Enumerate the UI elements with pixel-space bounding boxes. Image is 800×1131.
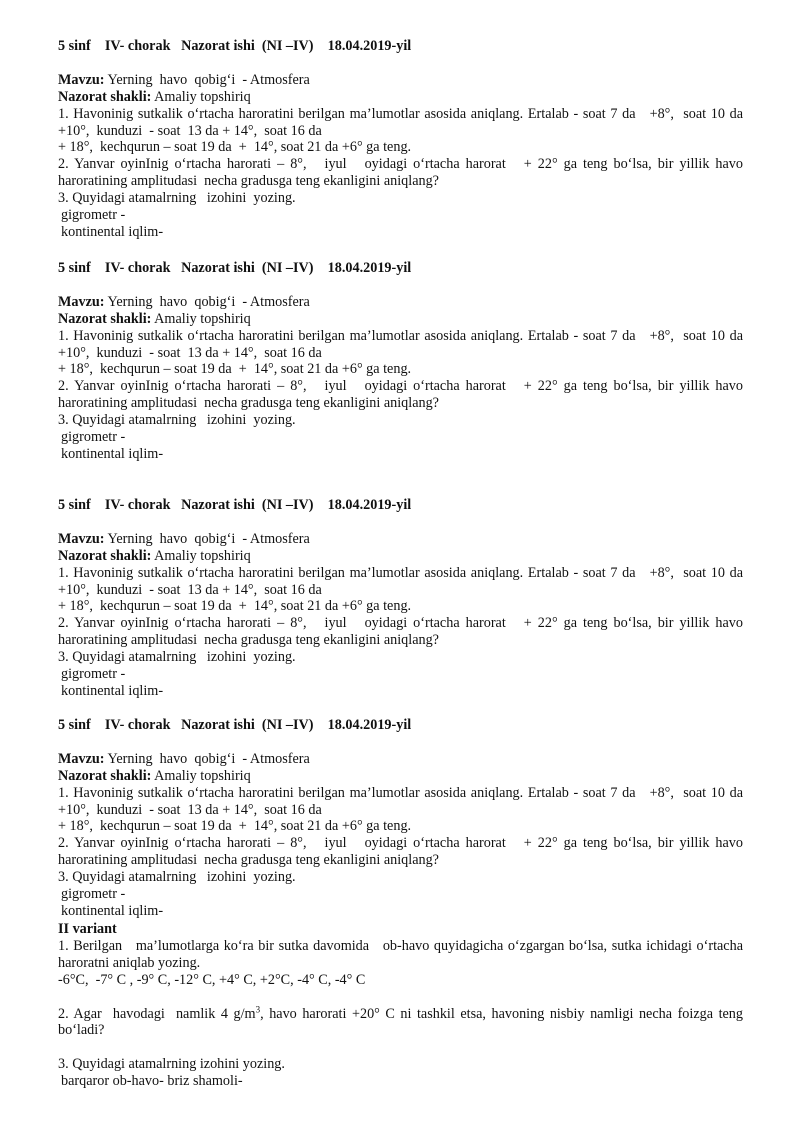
test-header: 5 sinf IV- chorak Nazorat ishi (NI –IV) 18.04.2019-yil (58, 497, 412, 513)
topic-line (58, 531, 743, 548)
question-2: 2. Yanvar oyinInig o‘rtacha harorati – 8°, iyul oyidagi o‘rtacha harorat + 22° ga teng bo‘lsa, bir yillik havo haroratining amplitudasi necha gradusga teng ekanligini aniqlang? (58, 156, 747, 190)
control-form-line (58, 768, 743, 785)
topic-line (58, 751, 743, 768)
topic-label: Mavzu: (58, 293, 105, 310)
topic-label: Mavzu: (58, 530, 105, 547)
topic-line (58, 72, 743, 89)
question-1: 1. Havoninig sutkalik o‘rtacha haroratini berilgan ma’lumotlar asosida aniqlang. Ertalab - soat 7 da +8°, soat 10 da +10°, kunduzi - soat 13 da + 14°, soat 16 da (58, 564, 747, 598)
variant-2-question-1: 1. Berilgan ma’lumotlarga ko‘ra bir sutka davomida ob-havo quyidagicha o‘zgargan bo‘lsa, sutka ichidagi o‘rtacha haroratni aniqlab yozing. (58, 937, 747, 971)
question-2: 2. Yanvar oyinInig o‘rtacha harorati – 8°, iyul oyidagi o‘rtacha harorat + 22° ga teng bo‘lsa, bir yillik havo haroratining amplitudasi necha gradusga teng ekanligini aniqlang? (58, 378, 747, 412)
question-1-continued: + 18°, kechqurun – soat 19 da + 14°, soat 21 da +6° ga teng. (58, 139, 412, 156)
question-1: 1. Havoninig sutkalik o‘rtacha haroratini berilgan ma’lumotlar asosida aniqlang. Ertalab - soat 7 da +8°, soat 10 da +10°, kunduzi - soat 13 da + 14°, soat 16 da (58, 327, 747, 361)
term-2: kontinental iqlim- (61, 223, 164, 240)
variant-2-question-2 (58, 1003, 747, 1040)
topic-line (58, 294, 743, 311)
test-block-3 (58, 497, 747, 700)
question-2-part-1: 2. Agar havodagi namlik 4 g/m (58, 1005, 256, 1022)
test-block-2 (58, 260, 747, 463)
control-form-label: Nazorat shakli: (58, 310, 152, 327)
question-1-continued: + 18°, kechqurun – soat 19 da + 14°, soat 21 da +6° ga teng. (58, 818, 412, 835)
term-2: kontinental iqlim- (61, 445, 164, 462)
term-1: gigrometr - (61, 207, 126, 224)
topic-text: Yerning havo qobig‘i - Atmosfera (104, 71, 310, 88)
test-block-4 (58, 717, 747, 920)
control-form-label: Nazorat shakli: (58, 767, 152, 784)
question-1-continued: + 18°, kechqurun – soat 19 da + 14°, soat 21 da +6° ga teng. (58, 598, 412, 615)
question-3: 3. Quyidagi atamalrning izohini yozing. (58, 190, 296, 207)
question-2: 2. Yanvar oyinInig o‘rtacha harorati – 8°, iyul oyidagi o‘rtacha harorat + 22° ga teng bo‘lsa, bir yillik havo haroratining amplitudasi necha gradusga teng ekanligini aniqlang? (58, 615, 747, 649)
question-2-part-2: , havo harorati +20° C ni tashkil etsa, havoning nisbiy namligi necha foizga teng bo‘ladi? (58, 1005, 747, 1039)
topic-text: Yerning havo qobig‘i - Atmosfera (104, 293, 310, 310)
control-form-text: Amaliy topshiriq (151, 767, 251, 784)
question-2: 2. Yanvar oyinInig o‘rtacha harorati – 8°, iyul oyidagi o‘rtacha harorat + 22° ga teng bo‘lsa, bir yillik havo haroratining amplitudasi necha gradusga teng ekanligini aniqlang? (58, 835, 747, 869)
topic-text: Yerning havo qobig‘i - Atmosfera (104, 530, 310, 547)
topic-text: Yerning havo qobig‘i - Atmosfera (104, 750, 310, 767)
control-form-label: Nazorat shakli: (58, 88, 152, 105)
question-3: 3. Quyidagi atamalrning izohini yozing. (58, 412, 296, 429)
control-form-label: Nazorat shakli: (58, 547, 152, 564)
test-header: 5 sinf IV- chorak Nazorat ishi (NI –IV) 18.04.2019-yil (58, 260, 412, 276)
term-2: kontinental iqlim- (61, 902, 164, 919)
topic-label: Mavzu: (58, 71, 105, 88)
question-3: 3. Quyidagi atamalrning izohini yozing. (58, 869, 296, 886)
question-3: 3. Quyidagi atamalrning izohini yozing. (58, 649, 296, 666)
variant-2-block (58, 921, 747, 1090)
control-form-line (58, 548, 743, 565)
control-form-text: Amaliy topshiriq (151, 310, 251, 327)
term-1: gigrometr - (61, 886, 126, 903)
question-1: 1. Havoninig sutkalik o‘rtacha haroratini berilgan ma’lumotlar asosida aniqlang. Ertalab - soat 7 da +8°, soat 10 da +10°, kunduzi - soat 13 da + 14°, soat 16 da (58, 784, 747, 818)
control-form-line (58, 311, 743, 328)
variant-title: II variant (58, 921, 117, 937)
test-header: 5 sinf IV- chorak Nazorat ishi (NI –IV) 18.04.2019-yil (58, 717, 412, 733)
control-form-text: Amaliy topshiriq (151, 88, 251, 105)
test-block-1 (58, 38, 747, 241)
term-1: gigrometr - (61, 666, 126, 683)
variant-2-terms: barqaror ob-havo- briz shamoli- (61, 1073, 243, 1090)
term-2: kontinental iqlim- (61, 682, 164, 699)
term-1: gigrometr - (61, 429, 126, 446)
cubic-superscript: 3 (255, 1003, 261, 1014)
control-form-text: Amaliy topshiriq (151, 547, 251, 564)
variant-2-question-3: 3. Quyidagi atamalrning izohini yozing. (58, 1056, 285, 1073)
control-form-line (58, 89, 743, 106)
question-1: 1. Havoninig sutkalik o‘rtacha haroratini berilgan ma’lumotlar asosida aniqlang. Ertalab - soat 7 da +8°, soat 10 da +10°, kunduzi - soat 13 da + 14°, soat 16 da (58, 105, 747, 139)
question-1-continued: + 18°, kechqurun – soat 19 da + 14°, soat 21 da +6° ga teng. (58, 361, 412, 378)
topic-label: Mavzu: (58, 750, 105, 767)
variant-2-temperature-values: -6°C, -7° C , -9° C, -12° C, +4° C, +2°C, -4° C, -4° C (58, 971, 366, 988)
test-header: 5 sinf IV- chorak Nazorat ishi (NI –IV) 18.04.2019-yil (58, 38, 412, 54)
